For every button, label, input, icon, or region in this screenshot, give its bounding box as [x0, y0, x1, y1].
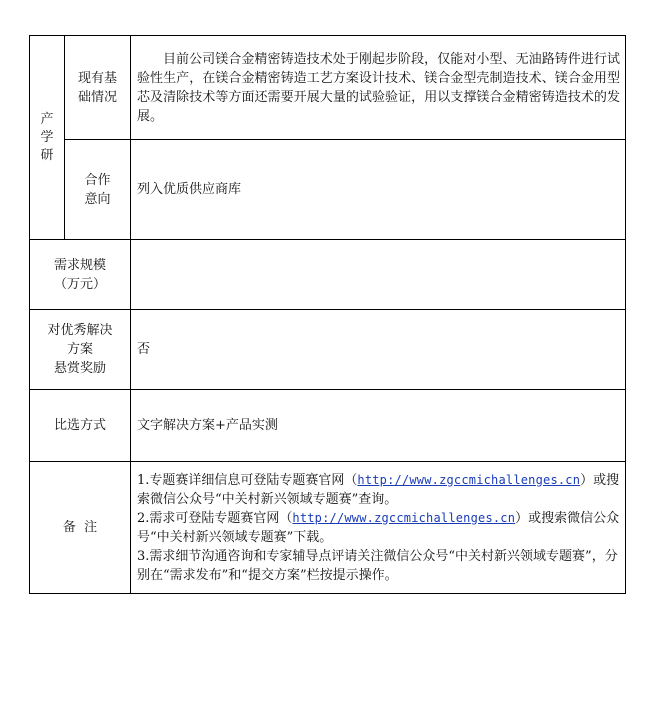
note-item-2 [137, 509, 620, 547]
row-award [30, 310, 626, 390]
group-label-char: 产 [40, 111, 54, 127]
group-label-char: 研 [40, 147, 54, 163]
note-text: 2.需求可登陆专题赛官网（ [137, 510, 293, 526]
demand-scale-value [131, 240, 626, 310]
requirement-form-table [29, 35, 626, 594]
note-item-1 [137, 471, 620, 509]
award-label-line: 方案 [66, 342, 93, 357]
official-site-link[interactable]: http://www.zgccmichallenges.cn [292, 510, 516, 525]
row-existing-basis [30, 36, 626, 140]
cooperation-label-line: 合作 [84, 172, 111, 188]
row-demand-scale [30, 240, 626, 310]
note-item-3 [137, 547, 620, 585]
cooperation-label-line: 意向 [84, 191, 111, 207]
award-label-line: 悬赏奖励 [53, 361, 106, 376]
existing-basis-label [65, 36, 131, 140]
cooperation-value: 列入优质供应商库 [131, 140, 626, 240]
existing-basis-label-line: 现有基 [77, 70, 117, 86]
notes-label: 备 注 [30, 462, 131, 594]
note-text: ）或搜索微信公众号“中关村新兴领域专题赛”下载。 [137, 510, 620, 545]
row-cooperation [30, 140, 626, 240]
group-label-char: 学 [40, 129, 54, 145]
note-text: 3.需求细节沟通咨询和专家辅导点评请关注微信公众号“中关村新兴领域专题赛”，分别在“需求发布”和“提交方案”栏按提示操作。 [137, 548, 618, 583]
note-text: ）或搜索微信公众号“中关村新兴领域专题赛”查询。 [137, 472, 620, 507]
demand-scale-label-line: （万元） [53, 276, 106, 292]
existing-basis-value: 目前公司镁合金精密铸造技术处于刚起步阶段，仅能对小型、无油路铸件进行试验性生产，在镁合金精密铸造工艺方案设计技术、镁合金型壳制造技术、镁合金用型芯及清除技术等方面还需要开展大量的试验验证，用以支撑镁合金精密铸造技术的发展。 [131, 36, 626, 140]
notes-value [131, 462, 626, 594]
demand-scale-label-line: 需求规模 [53, 257, 106, 273]
existing-basis-label-line: 础情况 [77, 89, 117, 105]
award-label-line: 对优秀解决 [47, 323, 113, 338]
row-selection-method [30, 390, 626, 462]
cooperation-label [65, 140, 131, 240]
group-label-industry-academia-research [30, 36, 65, 240]
award-value: 否 [131, 310, 626, 390]
demand-scale-label [30, 240, 131, 310]
official-site-link[interactable]: http://www.zgccmichallenges.cn [357, 472, 581, 487]
selection-method-value: 文字解决方案+产品实测 [131, 390, 626, 462]
note-text: 1.专题赛详细信息可登陆专题赛官网（ [137, 472, 358, 488]
row-notes [30, 462, 626, 594]
award-label [30, 310, 131, 390]
selection-method-label: 比选方式 [30, 390, 131, 462]
